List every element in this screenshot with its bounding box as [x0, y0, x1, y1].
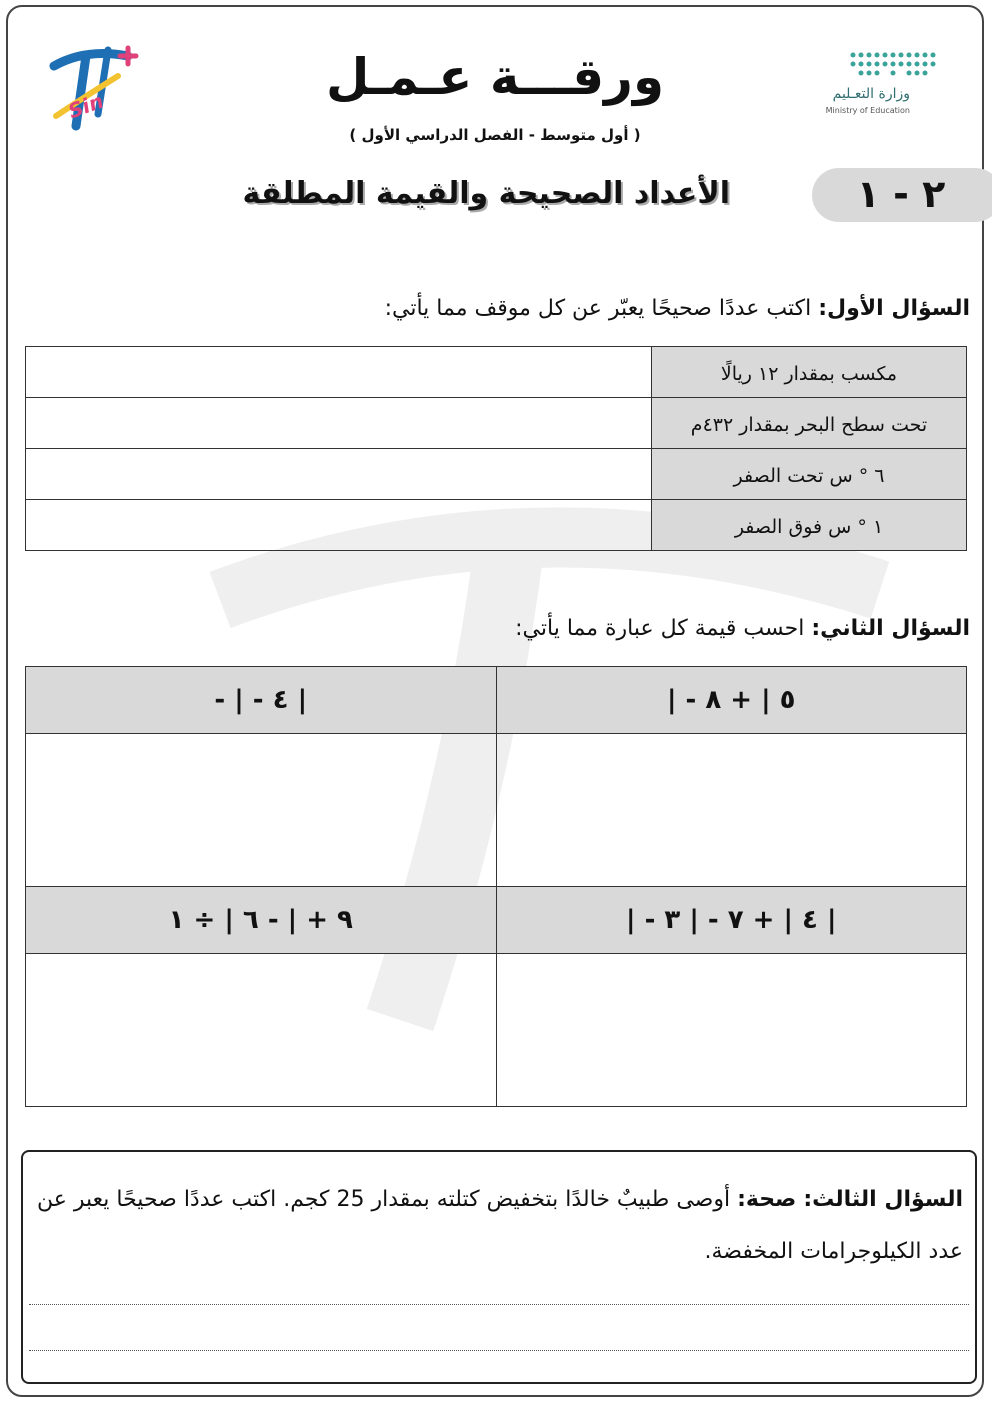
- lesson-number: ٢ - ١: [856, 172, 946, 216]
- page-title: ورقـــة عـمـل: [325, 48, 665, 106]
- situation-label: ١ ° س فوق الصفر: [652, 500, 967, 551]
- answer-line[interactable]: [29, 1304, 969, 1305]
- answer-cell[interactable]: [26, 449, 652, 500]
- question-3-box: [21, 1150, 977, 1384]
- question-2-prompt: احسب قيمة كل عبارة مما يأتي:: [515, 616, 812, 641]
- logo-graphic: [46, 36, 166, 136]
- answer-cell[interactable]: [26, 500, 652, 551]
- answer-cell[interactable]: [26, 954, 497, 1107]
- lesson-title: الأعداد الصحيحة والقيمة المطلقة: [242, 176, 730, 211]
- ministry-logo: [790, 44, 910, 124]
- question-3-text: [33, 1174, 963, 1278]
- answer-line[interactable]: [29, 1350, 969, 1351]
- ministry-name-ar: وزارة التعـليم: [832, 86, 910, 102]
- expression-cell: ٩ + | - ٦ | ÷ ١: [26, 887, 497, 954]
- question-1-label: السؤال الأول:: [818, 296, 970, 321]
- question-3-label: السؤال الثالث:: [803, 1187, 963, 1212]
- question-1-heading: [385, 296, 970, 321]
- question-3-topic: صحة:: [737, 1187, 797, 1212]
- situation-label: مكسب بمقدار ١٢ ريالًا: [652, 347, 967, 398]
- expression-cell: | - ٤ | + ٧ - | ٣ |: [496, 887, 967, 954]
- situation-label: ٦ ° س تحت الصفر: [652, 449, 967, 500]
- table-row: [26, 734, 967, 887]
- answer-cell[interactable]: [26, 734, 497, 887]
- question-3-body: أوصى طبيبٌ خالدًا بتخفيض كتلته بمقدار 25 كجم. اكتب عددًا صحيحًا يعبر عن عدد الكيلوجرامات المخفضة.: [37, 1187, 963, 1264]
- answer-cell[interactable]: [496, 954, 967, 1107]
- answer-cell[interactable]: [26, 347, 652, 398]
- question-2-table: [25, 666, 967, 1107]
- question-1-prompt: اكتب عددًا صحيحًا يعبّر عن كل موقف مما يأتي:: [384, 296, 819, 321]
- table-row: [26, 347, 967, 398]
- question-1-table: [25, 346, 967, 551]
- logo: [46, 36, 166, 136]
- question-2-heading: [515, 616, 970, 641]
- table-row: [26, 667, 967, 734]
- question-2-label: السؤال الثاني:: [811, 616, 970, 641]
- answer-cell[interactable]: [496, 734, 967, 887]
- table-row: [26, 398, 967, 449]
- ministry-name-en: Ministry of Education: [825, 106, 910, 115]
- situation-label: تحت سطح البحر بمقدار ٤٣٢م: [652, 398, 967, 449]
- table-row: [26, 449, 967, 500]
- expression-cell: - | - ٤ |: [26, 667, 497, 734]
- table-row: [26, 500, 967, 551]
- answer-cell[interactable]: [26, 398, 652, 449]
- table-row: [26, 954, 967, 1107]
- expression-cell: | - ٥ | + ٨: [496, 667, 967, 734]
- page-subtitle: ( أول متوسط - الفصل الدراسي الأول ): [349, 126, 641, 144]
- logo-text: Sin: [64, 88, 107, 124]
- table-row: [26, 887, 967, 954]
- ministry-emblem-icon: [848, 50, 938, 80]
